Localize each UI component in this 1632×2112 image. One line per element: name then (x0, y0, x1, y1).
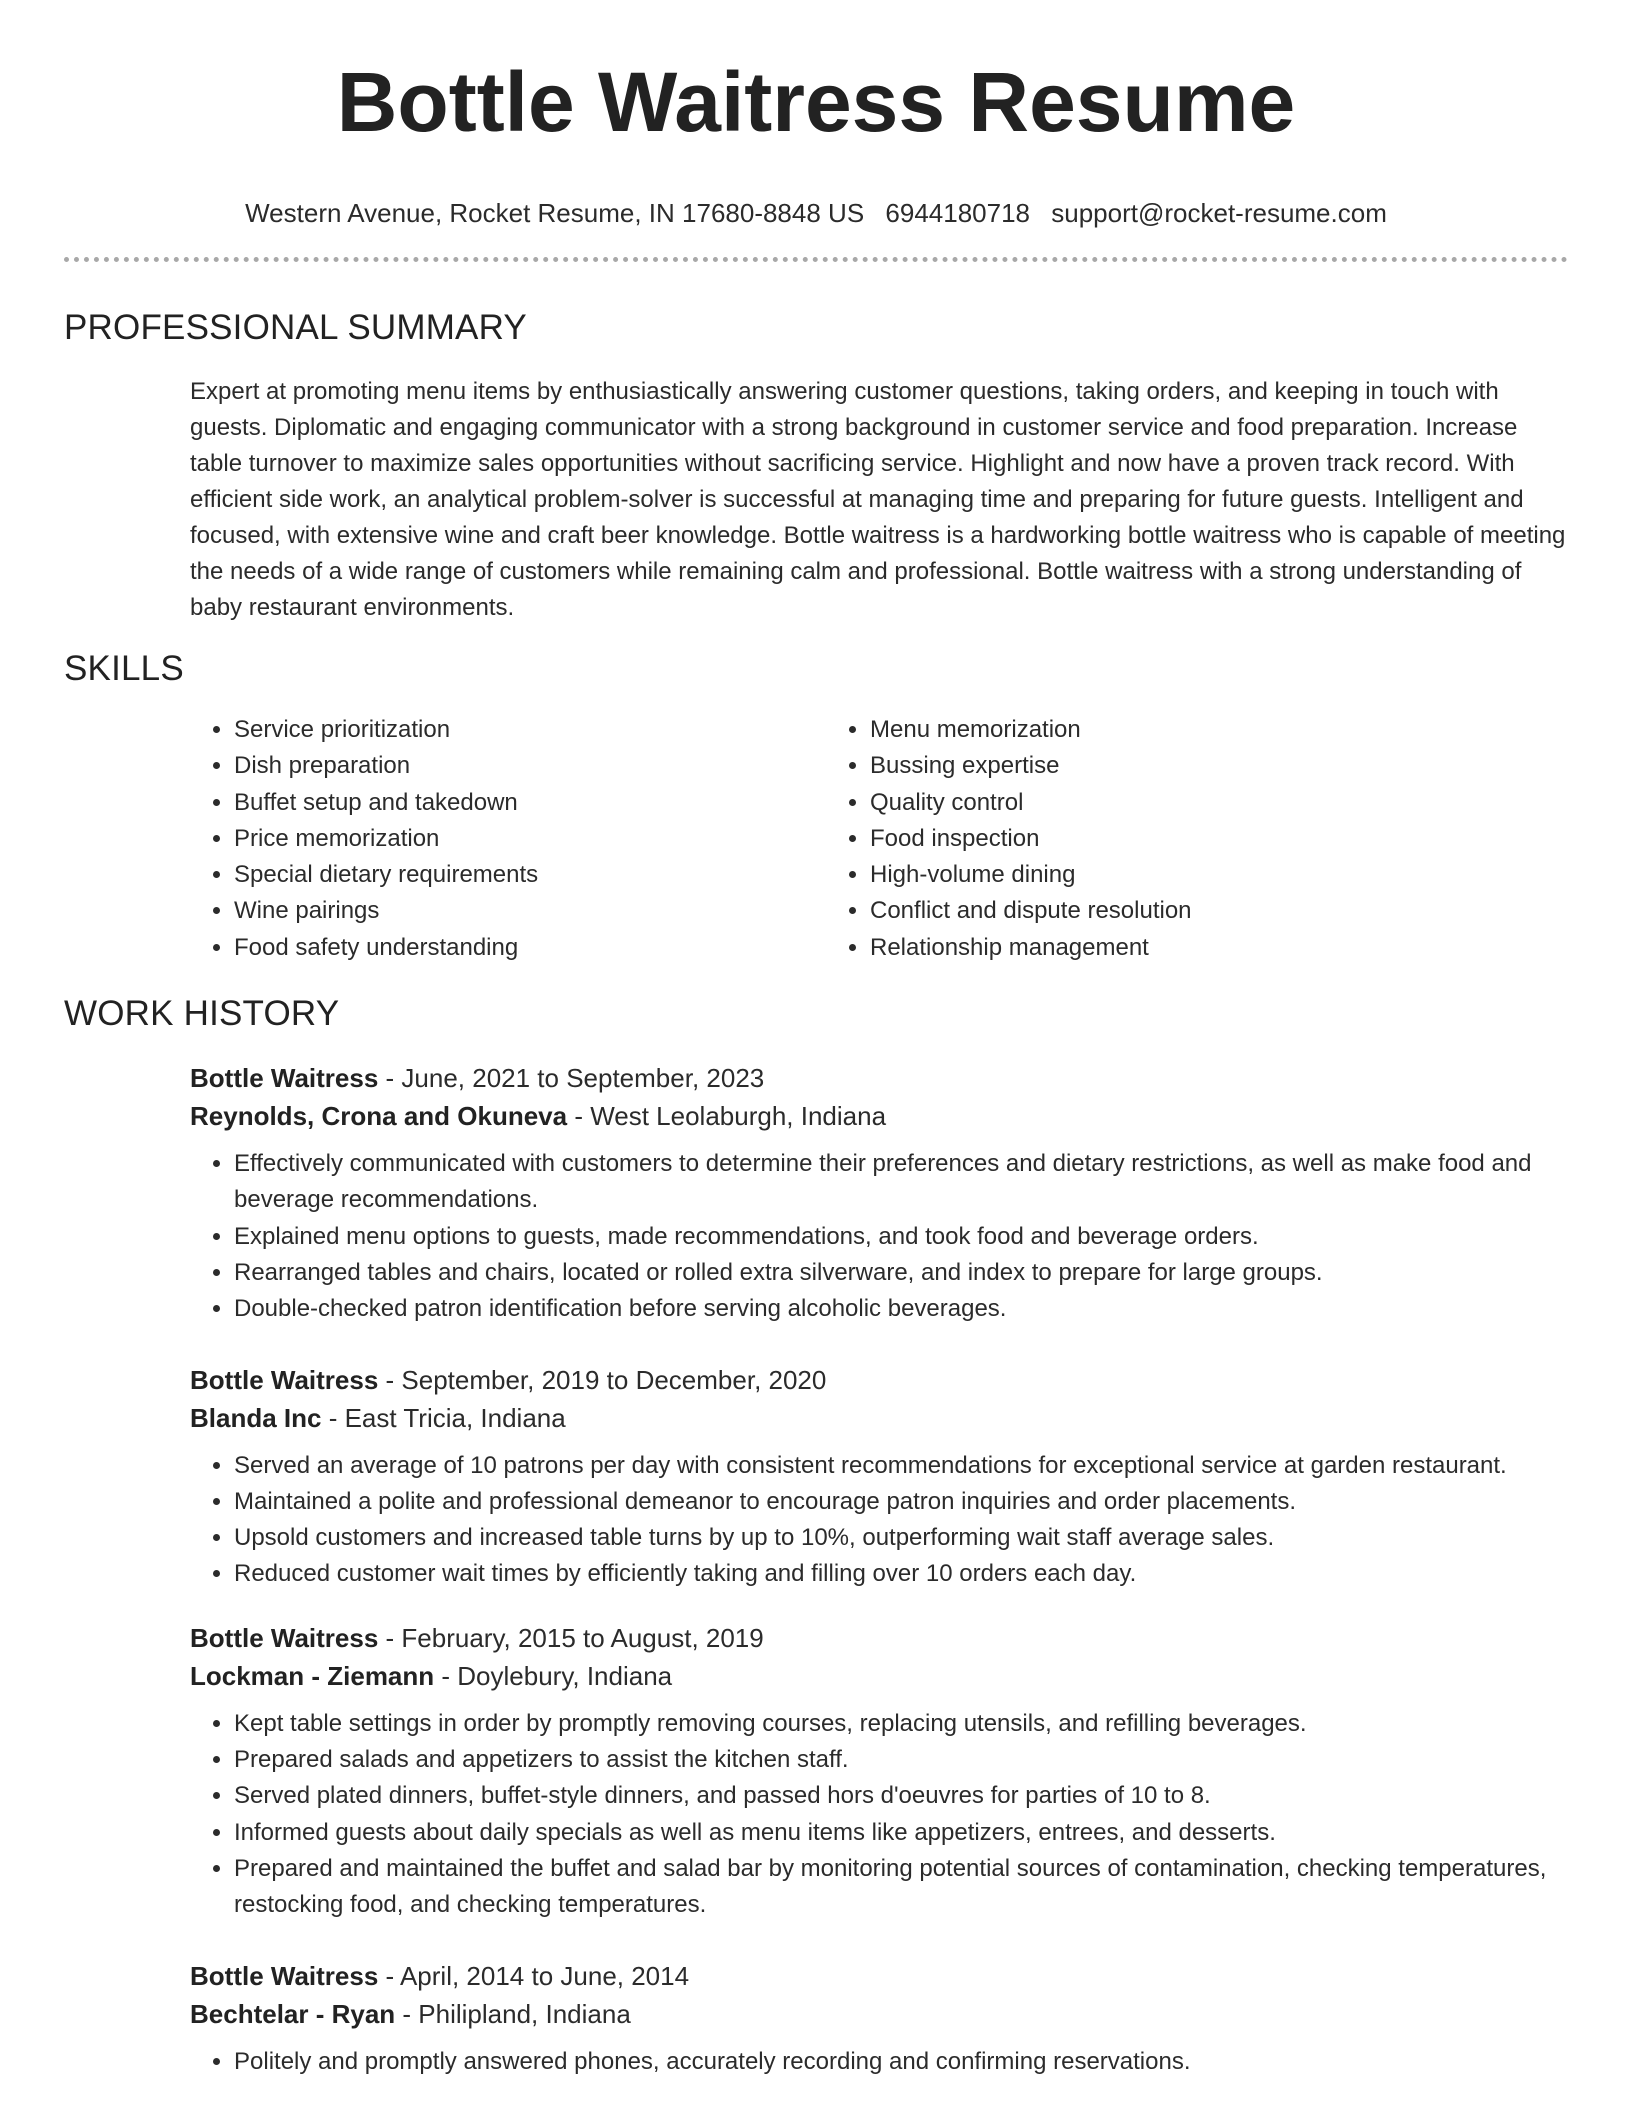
job-title: Bottle Waitress (190, 1622, 379, 1653)
job-bullet: • Served plated dinners, buffet-style dinners, and passed hors d'oeuvres for parties of 10 to 8. (234, 1778, 1568, 1814)
work-history-heading: WORK HISTORY (64, 994, 340, 1034)
job-bullet: • Prepared and maintained the buffet and salad bar by monitoring potential sources of contamination, checking temperatures, restocking food, and checking temperatures. (234, 1851, 1568, 1924)
skills-grid (190, 712, 1568, 966)
skill-item: • Quality control (870, 785, 1568, 821)
job-location: - Philipland, Indiana (395, 1998, 631, 2029)
contact-email: support@rocket-resume.com (1051, 198, 1387, 228)
job-company-line (190, 1995, 1568, 2033)
skill-item: • Special dietary requirements (234, 857, 826, 893)
skill-item: • Food inspection (870, 821, 1568, 857)
skills-list-right (826, 712, 1568, 966)
contact-line (64, 197, 1568, 229)
job-bullet-list (190, 1448, 1568, 1593)
job-title-line (190, 1361, 1568, 1399)
job-dates: - February, 2015 to August, 2019 (378, 1622, 764, 1653)
job-entry (190, 1059, 1568, 1327)
summary-text: Expert at promoting menu items by enthusiastically answering customer questions, taking orders, and keeping in touch with guests. Diplomatic and engaging communicator with a strong background in customer service and food preparation. Increase table turnover to maximize sales opportunities without sacrificing service. Highlight and now have a proven track record. With efficient side work, an analytical problem-solver is successful at managing time and preparing for future guests. Intelligent and focused, with extensive wine and craft beer knowledge. Bottle waitress is a hardworking bottle waitress who is capable of meeting the needs of a wide range of customers while remaining calm and professional. Bottle waitress with a strong understanding of baby restaurant environments. (190, 378, 1566, 621)
job-bullet: • Kept table settings in order by promptly removing courses, replacing utensils, and refilling beverages. (234, 1706, 1568, 1742)
skills-heading: SKILLS (64, 649, 184, 688)
resume-title: Bottle Waitress Resume (336, 55, 1296, 149)
job-bullet: • Upsold customers and increased table turns by up to 10%, outperforming wait staff average sales. (234, 1520, 1568, 1556)
job-company: Bechtelar - Ryan (190, 1998, 396, 2029)
job-title: Bottle Waitress (190, 1063, 379, 1094)
job-location: - West Leolaburgh, Indiana (567, 1101, 887, 1132)
job-title: Bottle Waitress (190, 1364, 379, 1395)
skill-item: • Wine pairings (234, 893, 826, 929)
job-bullet-list (190, 2044, 1568, 2080)
skills-section (64, 712, 1568, 966)
skill-item: • Food safety understanding (234, 930, 826, 966)
job-bullet: • Reduced customer wait times by efficiently taking and filling over 10 orders each day. (234, 1556, 1568, 1592)
skill-item: • Conflict and dispute resolution (870, 893, 1568, 929)
skill-item: • Bussing expertise (870, 748, 1568, 784)
job-location: - East Tricia, Indiana (321, 1402, 566, 1433)
job-entry (190, 1619, 1568, 1924)
job-company-line (190, 1657, 1568, 1695)
job-dates: - April, 2014 to June, 2014 (378, 1960, 690, 1991)
job-bullet: • Informed guests about daily specials as well as menu items like appetizers, entrees, and desserts. (234, 1815, 1568, 1851)
job-company: Lockman - Ziemann (190, 1660, 435, 1691)
summary-heading: PROFESSIONAL SUMMARY (64, 308, 527, 347)
job-bullet: • Rearranged tables and chairs, located or rolled extra silverware, and index to prepare for large groups. (234, 1255, 1568, 1291)
job-dates: - June, 2021 to September, 2023 (378, 1063, 765, 1094)
job-location: - Doylebury, Indiana (434, 1660, 673, 1691)
job-title-line (190, 1059, 1568, 1097)
skill-item: • Menu memorization (870, 712, 1568, 748)
job-bullet: • Served an average of 10 patrons per day with consistent recommendations for exceptional service at garden restaurant. (234, 1448, 1568, 1484)
job-bullet-list (190, 1146, 1568, 1327)
work-history-section (64, 1059, 1568, 2080)
skills-list-left (190, 712, 826, 966)
skill-item: • Price memorization (234, 821, 826, 857)
job-bullet-list (190, 1706, 1568, 1924)
job-bullet: • Politely and promptly answered phones, accurately recording and confirming reservations. (234, 2044, 1568, 2080)
job-title-line (190, 1957, 1568, 1995)
job-bullet: • Maintained a polite and professional demeanor to encourage patron inquiries and order placements. (234, 1484, 1568, 1520)
skill-item: • Dish preparation (234, 748, 826, 784)
job-bullet: • Double-checked patron identification before serving alcoholic beverages. (234, 1291, 1568, 1327)
contact-address: Western Avenue, Rocket Resume, IN 17680-8848 US (245, 198, 865, 228)
job-bullet: • Prepared salads and appetizers to assist the kitchen staff. (234, 1742, 1568, 1778)
job-entry (190, 1957, 1568, 2080)
summary-section (64, 374, 1568, 626)
contact-phone: 6944180718 (885, 198, 1031, 228)
job-dates: - September, 2019 to December, 2020 (378, 1364, 827, 1395)
skill-item: • Buffet setup and takedown (234, 785, 826, 821)
job-title: Bottle Waitress (190, 1960, 379, 1991)
job-company: Reynolds, Crona and Okuneva (190, 1101, 568, 1132)
job-bullet: • Explained menu options to guests, made recommendations, and took food and beverage orders. (234, 1219, 1568, 1255)
job-company-line (190, 1399, 1568, 1437)
job-title-line (190, 1619, 1568, 1657)
skill-item: • Service prioritization (234, 712, 826, 748)
job-entry (190, 1361, 1568, 1593)
skill-item: • High-volume dining (870, 857, 1568, 893)
job-company: Blanda Inc (190, 1402, 322, 1433)
header-divider (64, 257, 1568, 262)
skill-item: • Relationship management (870, 930, 1568, 966)
job-company-line (190, 1097, 1568, 1135)
job-bullet: • Effectively communicated with customers to determine their preferences and dietary restrictions, as well as make food and beverage recommendations. (234, 1146, 1568, 1219)
